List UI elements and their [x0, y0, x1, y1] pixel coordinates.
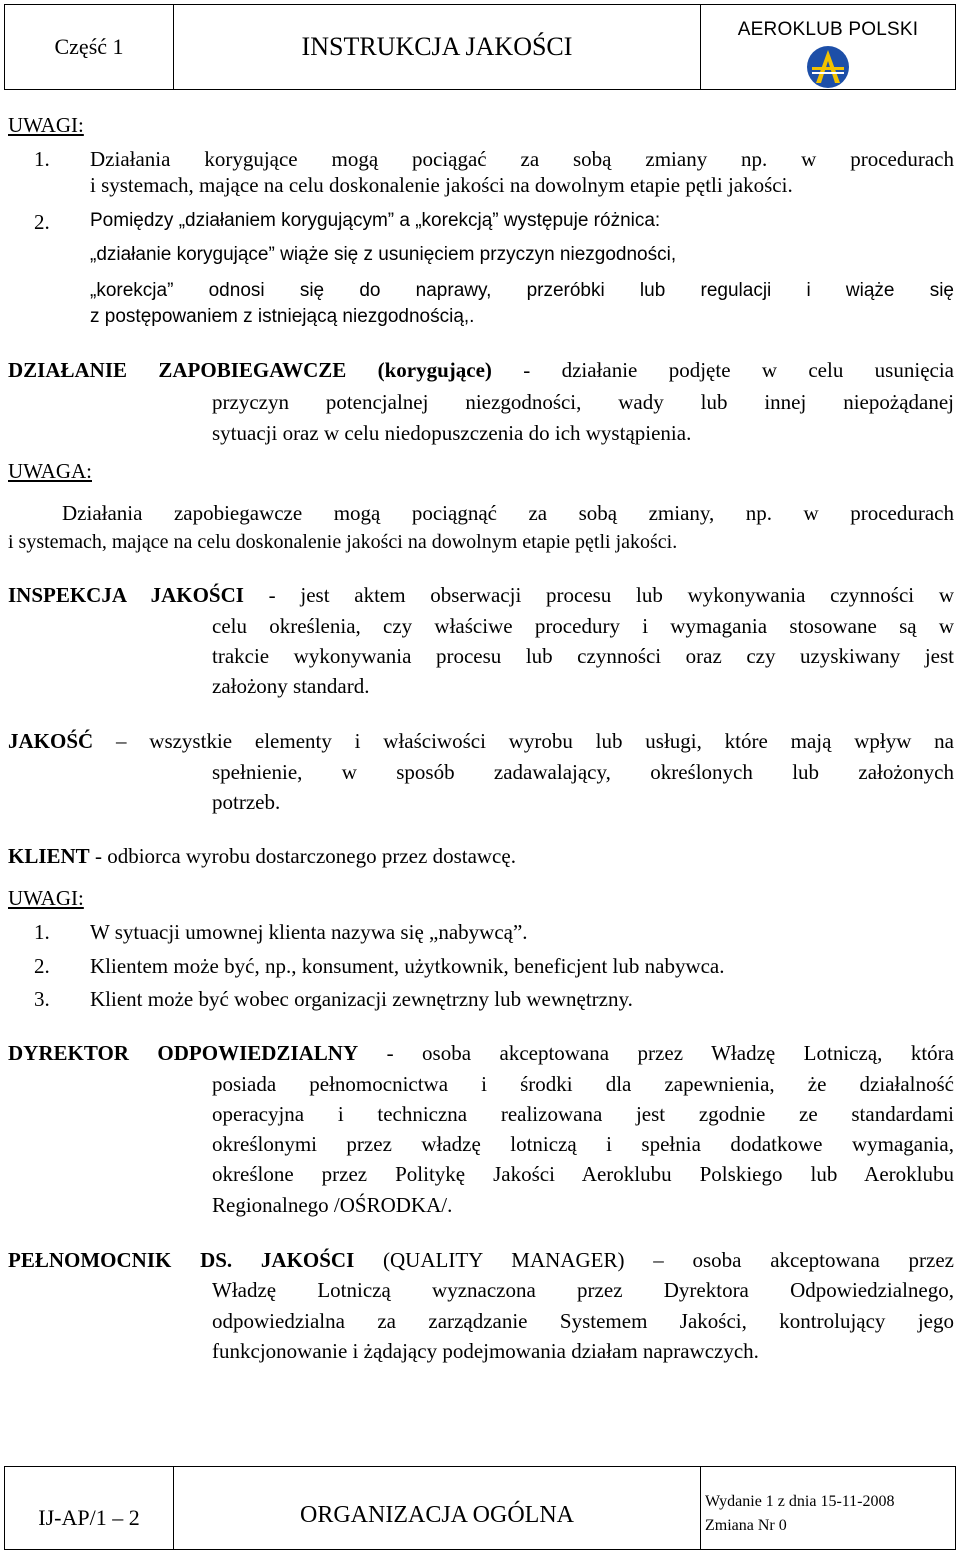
definition-term: PEŁNOMOCNIK DS. JAKOŚCI [8, 1248, 355, 1272]
definition-text: Władzę Lotniczą wyznaczona przez Dyrektora Odpowiedzialnego, [212, 1278, 954, 1302]
definition-text: założony standard. [212, 674, 370, 698]
list-number: 1. [34, 920, 50, 944]
uwaga-label: UWAGA: [8, 459, 92, 483]
aeroklub-logo-icon [806, 45, 850, 89]
note-text: Działania zapobiegawcze mogą pociągnąć za sobą zmiany, np. w procedurach [62, 501, 954, 525]
list-item-text: Klient może być wobec organizacji zewnętrzny lub wewnętrzny. [90, 987, 633, 1011]
list-item-text: W sytuacji umownej klienta nazywa się „nabywcą”. [90, 920, 528, 944]
list-item-text: Pomiędzy „działaniem korygującym” a „korekcją” występuje różnica: [90, 210, 661, 231]
page-footer [4, 1466, 956, 1550]
definition-text: przyczyn potencjalnej niezgodności, wady lub innej niepożądanej [212, 390, 954, 414]
uwagi-label: UWAGI: [8, 886, 84, 910]
list-number: 3. [34, 987, 50, 1011]
uwagi-label: UWAGI: [8, 113, 84, 137]
edition-text: Wydanie 1 z dnia 15-11-2008 [705, 1493, 895, 1510]
list-item-text: „korekcja” odnosi się do naprawy, przeróbki lub regulacji i wiąże się [90, 280, 954, 301]
definition-text: trakcie wykonywania procesu lub czynności oraz czy uzyskiwany jest [212, 644, 954, 668]
definition-line [8, 843, 516, 869]
list-item-text: Działania korygujące mogą pociągać za sobą zmiany np. w procedurach [90, 147, 954, 171]
footer-code: IJ-AP/1 – 2 [38, 1505, 140, 1530]
definition-term: KLIENT [8, 844, 90, 868]
list-item-text: „działanie korygujące” wiąże się z usunięciem przyczyn niezgodności, [90, 244, 677, 265]
definition-text: potrzeb. [212, 790, 281, 814]
note-text: i systemach, mające na celu doskonalenie jakości na dowolnym etapie pętli jakości. [8, 531, 678, 553]
definition-text: odpowiedzialna za zarządzanie Systemem Jakości, kontrolujący jego [212, 1309, 954, 1333]
definition-text: - osoba akceptowana przez Władzę Lotniczą, która [358, 1041, 954, 1065]
definition-text: Regionalnego /OŚRODKA/. [212, 1193, 453, 1217]
header-org [701, 5, 955, 89]
header-title: INSTRUKCJA JAKOŚCI [301, 32, 573, 61]
list-number: 2. [34, 954, 50, 978]
list-item-text: i systemach, mające na celu doskonalenie jakości na dowolnym etapie pętli jakości. [90, 173, 793, 197]
definition-line [8, 582, 954, 608]
list-item-text: z postępowaniem z istniejącą niezgodnością,. [90, 306, 475, 327]
definition-text: określone przez Politykę Jakości Aeroklubu Polskiego lub Aeroklubu [212, 1162, 954, 1186]
definition-line [8, 1247, 954, 1273]
list-number: 2. [34, 210, 50, 234]
footer-title: ORGANIZACJA OGÓLNA [300, 1502, 574, 1528]
definition-line [8, 357, 954, 383]
definition-text: (QUALITY MANAGER) – osoba akceptowana przez [354, 1248, 954, 1272]
definition-text: spełnienie, w sposób zadawalający, określonych lub założonych [212, 760, 954, 784]
definition-term: DYREKTOR ODPOWIEDZIALNY [8, 1041, 359, 1065]
definition-text: - jest aktem obserwacji procesu lub wykonywania czynności w [243, 583, 954, 607]
list-item-text: Klientem może być, np., konsument, użytkownik, beneficjent lub nabywca. [90, 954, 725, 978]
definition-text: celu określenia, czy właściwe procedury i wymagania stosowane są w [212, 614, 954, 638]
definition-text: - działanie podjęte w celu usunięcia [491, 358, 954, 382]
definition-text: posiada pełnomocnictwa i środki dla zapewnienia, że działalność [212, 1072, 954, 1096]
definition-line [8, 1040, 954, 1066]
footer-info [705, 1467, 955, 1549]
definition-text: operacyjna i techniczna realizowana jest zgodnie ze standardami [212, 1102, 954, 1126]
org-name: AEROKLUB POLSKI [737, 19, 919, 40]
header-part: Część 1 [54, 34, 124, 59]
change-text: Zmiana Nr 0 [705, 1517, 787, 1534]
footer-divider [700, 1467, 701, 1549]
definition-term: JAKOŚĆ [8, 729, 94, 753]
definition-text: – wszystkie elementy i właściwości wyrobu lub usługi, które mają wpływ na [93, 729, 954, 753]
list-number: 1. [34, 147, 50, 171]
definition-text: określonymi przez władzę lotniczą i spełnia dodatkowe wymagania, [212, 1132, 954, 1156]
definition-term: DZIAŁANIE ZAPOBIEGAWCZE (korygujące) [8, 358, 492, 382]
page-header [4, 4, 956, 90]
definition-text: sytuacji oraz w celu niedopuszczenia do ich wystąpienia. [212, 421, 692, 445]
definition-term: INSPEKCJA JAKOŚCI [8, 583, 244, 607]
definition-text: funkcjonowanie i żądający podejmowania działam naprawczych. [212, 1339, 759, 1363]
definition-line [8, 728, 954, 754]
definition-text: - odbiorca wyrobu dostarczonego przez dostawcę. [89, 844, 516, 868]
